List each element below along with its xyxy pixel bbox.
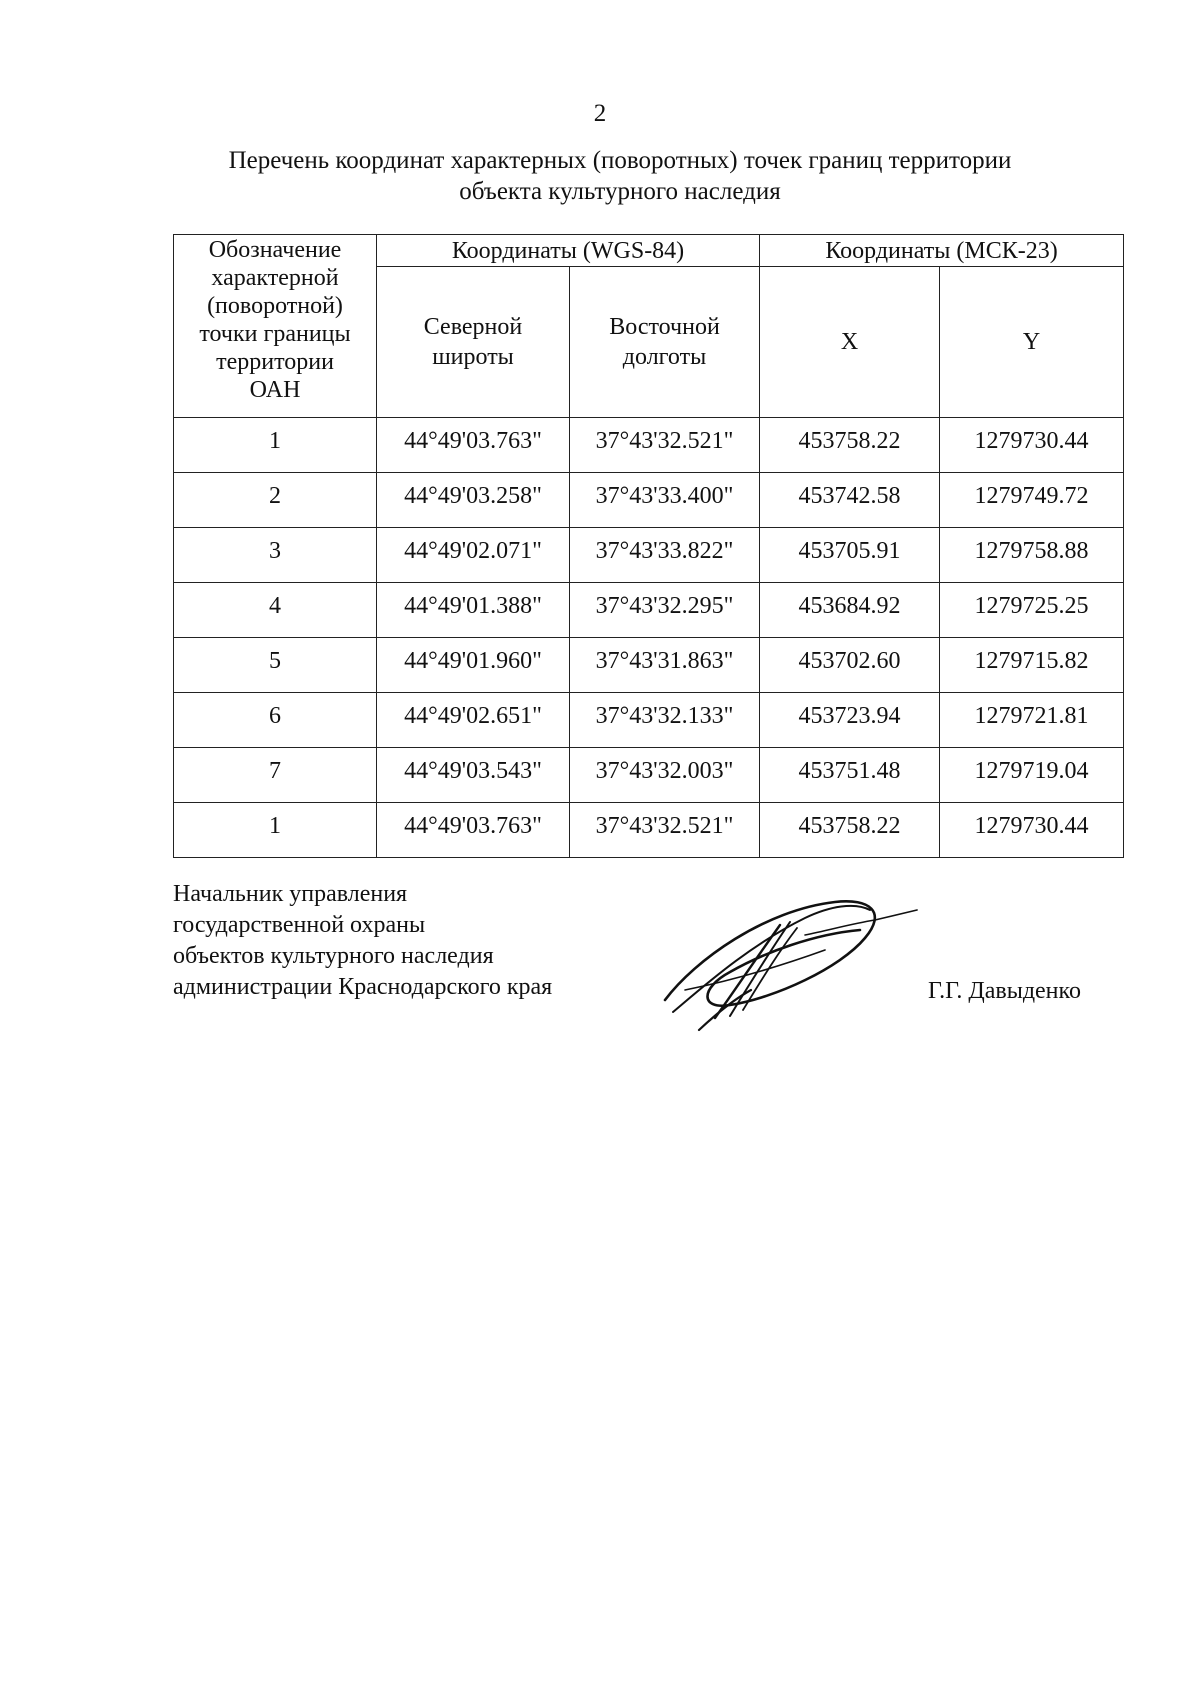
signatory-position-line: администрации Краснодарского края — [173, 974, 553, 1000]
table-row — [174, 528, 1124, 583]
x-cell: 453742.58 — [760, 473, 940, 528]
table-header-row — [174, 235, 1124, 267]
point-cell: 7 — [174, 748, 377, 803]
table-row — [174, 473, 1124, 528]
x-cell: 453723.94 — [760, 693, 940, 748]
table-row — [174, 638, 1124, 693]
latitude-cell: 44°49'01.388" — [377, 583, 570, 638]
longitude-cell: 37°43'32.521" — [570, 418, 760, 473]
handwritten-signature — [655, 890, 925, 1040]
signatory-position-line: государственной охраны — [173, 912, 426, 938]
y-cell: 1279719.04 — [940, 748, 1124, 803]
x-cell: 453758.22 — [760, 803, 940, 858]
latitude-cell: 44°49'03.543" — [377, 748, 570, 803]
signatory-position-line: Начальник управления — [173, 881, 408, 907]
signatory-position-line: объектов культурного наследия — [173, 943, 494, 969]
y-cell: 1279725.25 — [940, 583, 1124, 638]
longitude-cell: 37°43'32.133" — [570, 693, 760, 748]
table-row — [174, 583, 1124, 638]
longitude-cell: 37°43'33.822" — [570, 528, 760, 583]
y-cell: 1279730.44 — [940, 803, 1124, 858]
y-cell: 1279721.81 — [940, 693, 1124, 748]
point-cell: 1 — [174, 803, 377, 858]
point-cell: 1 — [174, 418, 377, 473]
longitude-cell: 37°43'32.295" — [570, 583, 760, 638]
document-title-line-2: объекта культурного наследия — [459, 178, 781, 205]
longitude-cell: 37°43'32.521" — [570, 803, 760, 858]
latitude-header: Северной широты — [377, 267, 570, 418]
point-cell: 5 — [174, 638, 377, 693]
y-cell: 1279758.88 — [940, 528, 1124, 583]
msk23-group-header: Координаты (МСК-23) — [760, 235, 1124, 267]
coordinates-table — [173, 234, 1124, 858]
longitude-cell: 37°43'32.003" — [570, 748, 760, 803]
longitude-cell: 37°43'31.863" — [570, 638, 760, 693]
wgs84-group-header: Координаты (WGS-84) — [377, 235, 760, 267]
point-designation-header: Обозначение характерной (поворотной) точки границы территории ОАН — [174, 235, 377, 418]
y-cell: 1279730.44 — [940, 418, 1124, 473]
longitude-header: Восточной долготы — [570, 267, 760, 418]
latitude-cell: 44°49'03.258" — [377, 473, 570, 528]
y-cell: 1279715.82 — [940, 638, 1124, 693]
x-cell: 453758.22 — [760, 418, 940, 473]
coordinates-table-body — [174, 418, 1124, 858]
latitude-cell: 44°49'03.763" — [377, 418, 570, 473]
table-row — [174, 693, 1124, 748]
table-row — [174, 418, 1124, 473]
x-cell: 453705.91 — [760, 528, 940, 583]
point-cell: 2 — [174, 473, 377, 528]
document-title-line-1: Перечень координат характерных (поворотных) точек границ территории — [228, 147, 1012, 174]
latitude-cell: 44°49'03.763" — [377, 803, 570, 858]
longitude-cell: 37°43'33.400" — [570, 473, 760, 528]
latitude-cell: 44°49'01.960" — [377, 638, 570, 693]
point-cell: 6 — [174, 693, 377, 748]
latitude-cell: 44°49'02.071" — [377, 528, 570, 583]
y-cell: 1279749.72 — [940, 473, 1124, 528]
y-header: Y — [940, 267, 1124, 418]
signatory-name: Г.Г. Давыденко — [928, 978, 1081, 1004]
document-title — [150, 145, 1090, 207]
x-cell: 453751.48 — [760, 748, 940, 803]
x-cell: 453702.60 — [760, 638, 940, 693]
x-cell: 453684.92 — [760, 583, 940, 638]
table-row — [174, 748, 1124, 803]
x-header: X — [760, 267, 940, 418]
page-number: 2 — [593, 100, 607, 127]
table-row — [174, 803, 1124, 858]
point-cell: 4 — [174, 583, 377, 638]
point-cell: 3 — [174, 528, 377, 583]
latitude-cell: 44°49'02.651" — [377, 693, 570, 748]
signatory-position — [173, 879, 552, 1003]
